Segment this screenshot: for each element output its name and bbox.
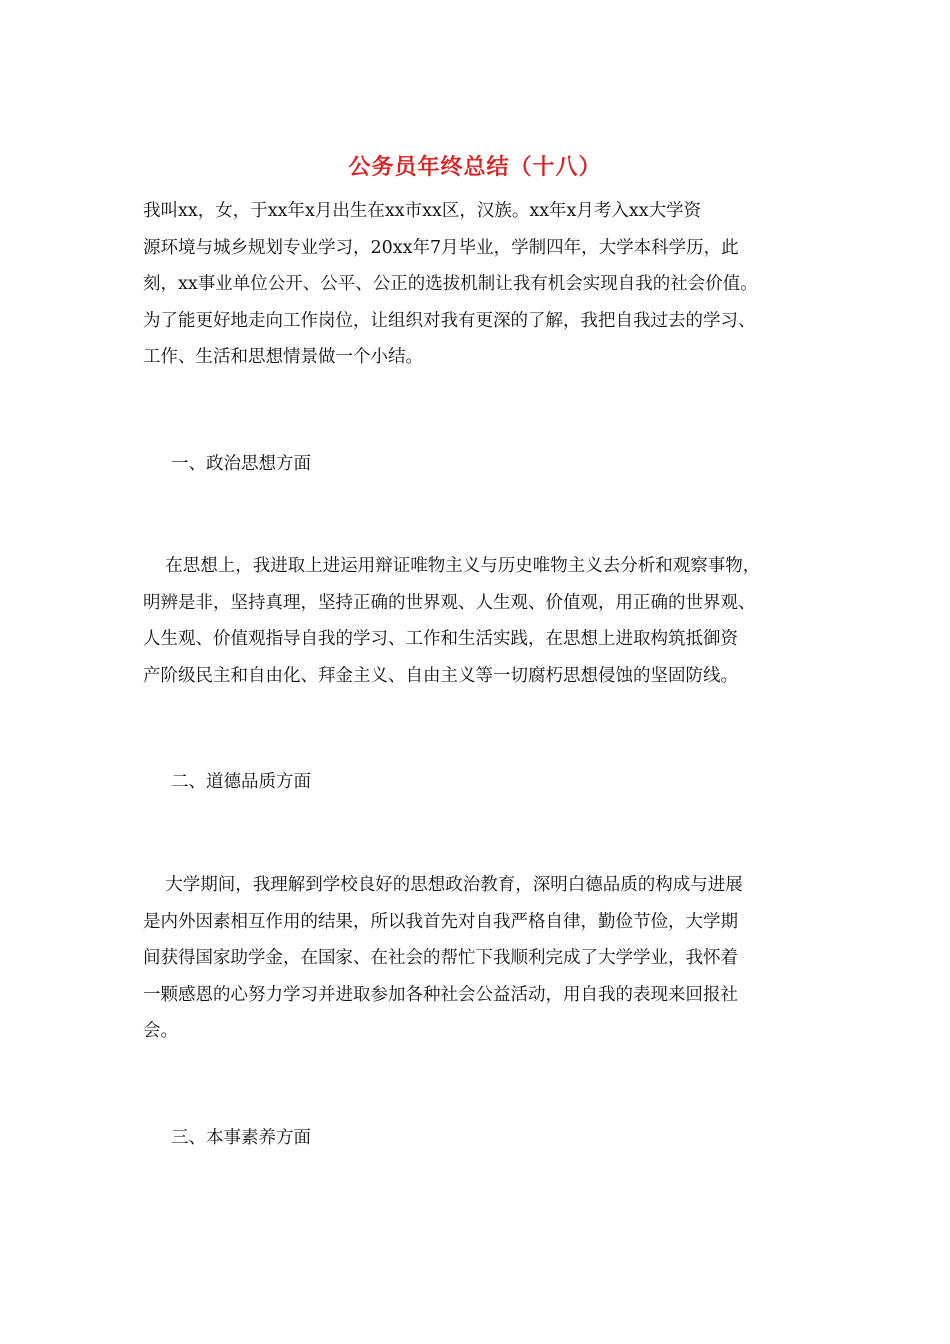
paragraph-line: 为了能更好地走向工作岗位，让组织对我有更深的了解，我把自我过去的学习、 [143,310,756,331]
politics-paragraph [143,548,815,694]
section-heading-ability: 三、本事素养方面 [171,1128,311,1148]
paragraph-line: 工作、生活和思想情景做一个小结。 [143,347,423,367]
paragraph-line: 间获得国家助学金，在国家、在社会的帮忙下我顺利完成了大学学业，我怀着 [143,948,738,968]
paragraph-line: 明辨是非，坚持真理，坚持正确的世界观、人生观、价值观，用正确的世界观、 [143,592,756,613]
morality-paragraph [143,867,815,1050]
paragraph-line: 源环境与城乡规划专业学习，20xx年7月毕业，学制四年，大学本科学历，此 [143,237,739,258]
document-title: 公务员年终总结（十八） [348,154,602,180]
paragraph-line: 产阶级民主和自由化、拜金主义、自由主义等一切腐朽思想侵蚀的坚固防线。 [143,665,738,686]
section-heading-morality: 二、道德品质方面 [171,772,311,792]
paragraph-line: 会。 [143,1021,178,1041]
paragraph-line: 刻，xx事业单位公开、公平、公正的选拔机制让我有机会实现自我的社会价值。 [143,274,758,294]
paragraph-line: 是内外因素相互作用的结果，所以我首先对自我严格自律，勤俭节俭，大学期 [143,911,738,932]
paragraph-line: 人生观、价值观指导自我的学习、工作和生活实践，在思想上进取构筑抵御资 [143,629,738,649]
paragraph-line: 我叫xx，女，于xx年x月出生在xx市xx区，汉族。xx年x月考入xx大学资 [143,201,702,221]
intro-paragraph [143,193,815,376]
paragraph-line: 在思想上，我进取上进运用辩证唯物主义与历史唯物主义去分析和观察事物， [143,556,761,576]
paragraph-line: 大学期间，我理解到学校良好的思想政治教育，深明白德品质的构成与进展 [143,875,743,895]
section-heading-politics: 一、政治思想方面 [171,454,311,474]
paragraph-line: 一颗感恩的心努力学习并进取参加各种社会公益活动，用自我的表现来回报社 [143,984,738,1005]
